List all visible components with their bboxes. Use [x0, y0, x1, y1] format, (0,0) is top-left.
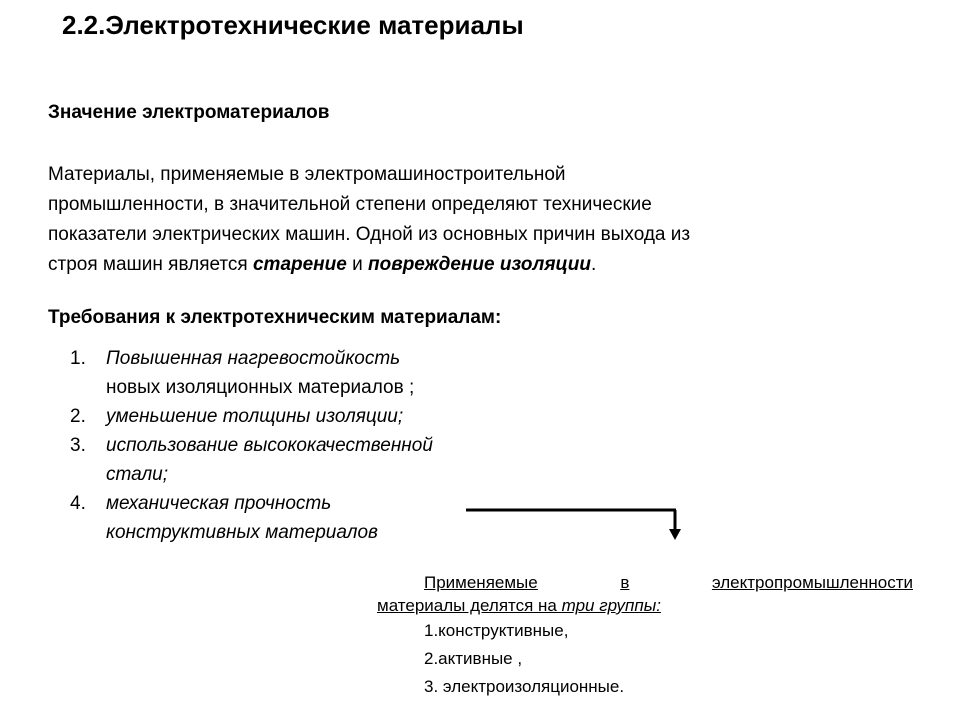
list-item — [70, 402, 433, 431]
list-item-text: использование высококачественной — [106, 435, 433, 456]
list-item-text: уменьшение толщины изоляции; — [106, 406, 404, 427]
paragraph-line: Материалы, применяемые в электромашиностроительной — [48, 164, 566, 185]
arrow-down-right-icon — [462, 500, 692, 545]
groups-text: материалы делятся на — [377, 596, 562, 615]
groups-word: электропромышленности — [711, 573, 913, 592]
group-item-insulating: 3. электроизоляционные. — [424, 677, 625, 696]
paragraph-line: показатели электрических машин. Одной из основных причин выхода из — [48, 224, 691, 245]
paragraph-conjunction: и — [346, 254, 369, 275]
groups-word: в — [620, 573, 630, 592]
groups-word: Применяемые — [424, 573, 538, 592]
list-item-number: 3. — [70, 435, 86, 456]
group-item-structural: 1.конструктивные, — [424, 621, 569, 640]
requirements-list — [70, 344, 433, 547]
paragraph-line: промышленности, в значительной степени определяют технические — [48, 194, 652, 215]
list-item-number: 1. — [70, 348, 86, 369]
groups-intro-line — [377, 571, 913, 594]
list-item-text: механическая прочность — [106, 493, 332, 514]
list-item-number: 4. — [70, 493, 86, 514]
requirements-title: Требования к электротехническим материалам: — [48, 307, 502, 328]
groups-intro-line — [377, 594, 913, 617]
paragraph-line — [48, 250, 868, 280]
list-item — [70, 431, 433, 489]
emphasis-insulation-damage: повреждение изоляции — [368, 254, 592, 275]
paragraph-text: строя машин является — [48, 254, 253, 275]
list-item-text: новых изоляционных материалов ; — [106, 377, 415, 398]
intro-paragraph — [48, 160, 868, 280]
list-item — [70, 489, 433, 547]
list-item-text: стали; — [106, 464, 169, 485]
material-groups — [377, 571, 913, 701]
paragraph-end: . — [591, 254, 597, 275]
page-title: 2.2.Электротехнические материалы — [62, 10, 524, 40]
list-item-number: 2. — [70, 406, 86, 427]
section-subtitle: Значение электроматериалов — [48, 102, 330, 123]
emphasis-aging: старение — [252, 254, 347, 275]
list-item-text: конструктивных материалов — [106, 522, 378, 543]
groups-emphasis: три группы: — [561, 596, 661, 615]
list-item-text: Повышенная нагревостойкость — [106, 348, 401, 369]
list-item — [70, 344, 433, 402]
group-item-active: 2.активные , — [424, 649, 523, 668]
